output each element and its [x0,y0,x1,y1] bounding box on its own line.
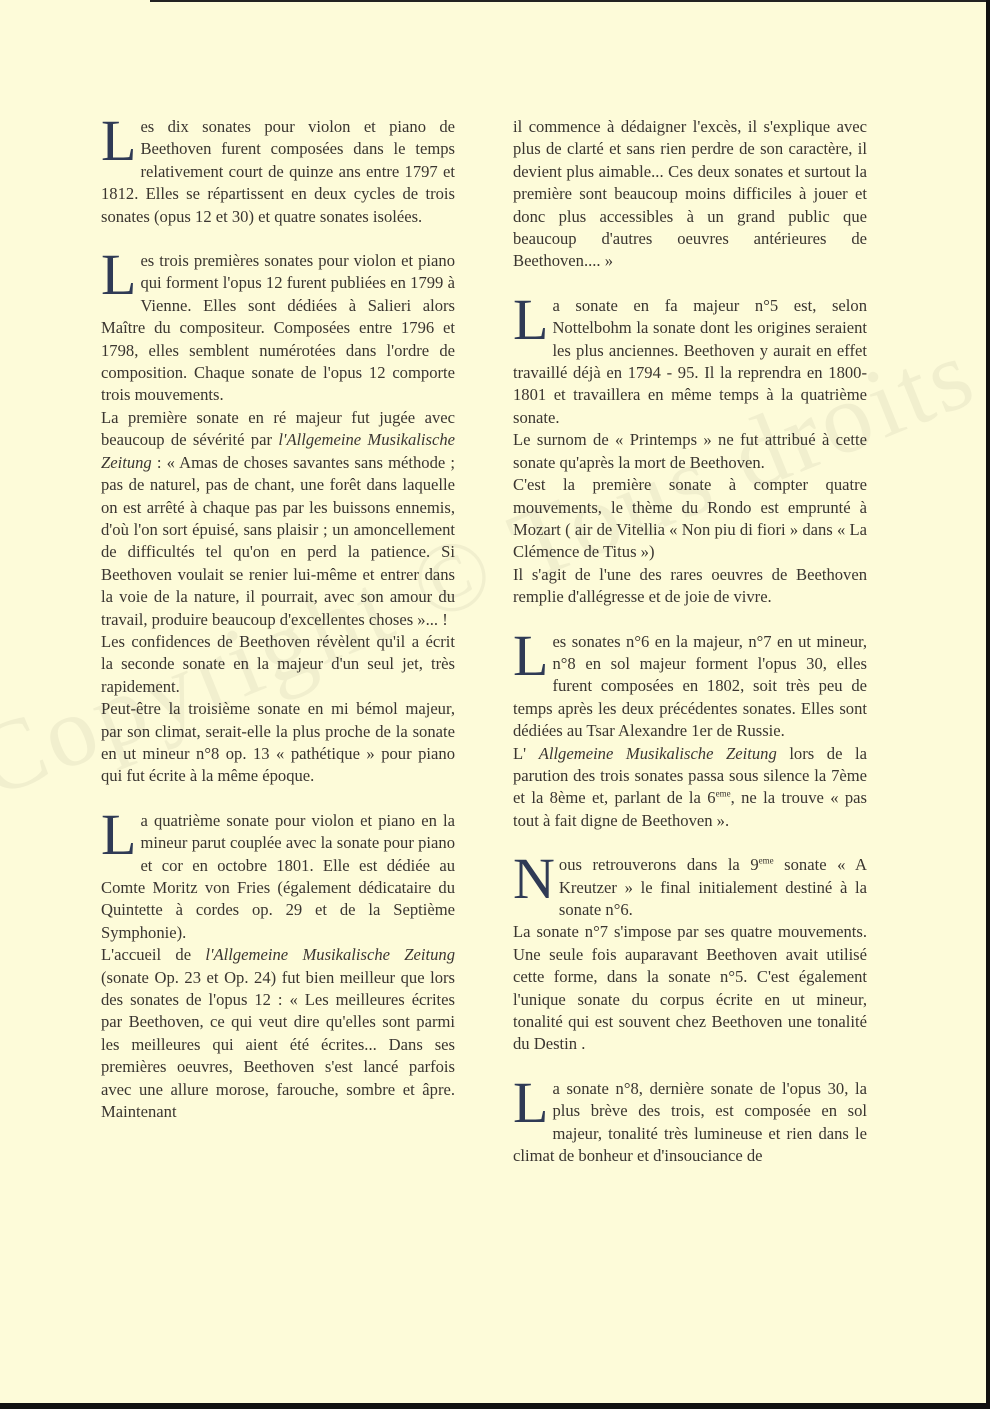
drop-cap: L [513,622,549,688]
paragraph-kreutzer: Nous retrouverons dans la 9eme sonate « A Kreutzer » le final initialement destiné à la sonate n°6. [513,846,868,919]
paragraph-sonata7: La sonate n°7 s'impose par ses quatre mouvements. Une seule fois auparavant Beethoven avait utilisé cette forme, dans la sonate n°5. C'est également l'unique sonate du corpus écrite en ut mineur, tonalité qui est souvent chez Beethoven une tonalité du Destin . [513,922,867,1054]
paragraph-sonata4: La quatrième sonate pour violon et piano en la mineur parut couplée avec la sonate pour piano et cor en octobre 1801. Elle est dédiée au Comte Moritz von Fries (également dédicataire du Quintette à cordes op. 29 et de la Septième Symphonie). [101,801,455,942]
drop-cap: N [513,846,555,912]
left-column [101,108,455,1123]
paragraph-joie: Il s'agit de l'une des rares oeuvres de Beethoven remplie d'allégresse et de joie de vivre. [513,564,867,607]
right-column [513,116,867,1167]
paragraph-reception: L'accueil de l'Allgemeine Musikalische Zeitung (sonate Op. 23 et Op. 24) fut bien meilleur que lors des sonates de l'opus 12 : « Les meilleures écrites par Beethoven, ce qui veut dire qu'elles sont parmi les meilleures qui aient été écrites... Dans ses premières oeuvres, Beethoven s'est lancé parfois avec une allure morose, farouche, sombre et âpre. Maintenant [101,945,455,1122]
paragraph-sonata8: La sonate n°8, dernière sonate de l'opus 30, la plus brève des trois, est composée en sol majeur, tonalité très lumineuse et rien dans le climat de bonheur et d'insouciance de [513,1069,867,1166]
scan-edge-bottom [0,1403,990,1409]
drop-cap: L [513,286,549,352]
journal-title: Allgemeine Musikalische Zeitung [538,743,777,763]
drop-cap: L [101,108,137,173]
paragraph-sonata2: Les confidences de Beethoven révèlent qu'il a écrit la seconde sonate en la majeur d'un seul jet, très rapidement. [101,631,455,696]
paragraph-sonata5: La sonate en fa majeur n°5 est, selon Nottelbohm la sonate dont les origines seraient les plus anciennes. Beethoven y aurait en effet travaillé déjà en 1794 - 95. Il la reprendra en 1800-1801 et travaillera en même temps à la quatrième sonate. [513,286,867,427]
paragraph-continuation: il commence à dédaigner l'excès, il s'explique avec plus de clarté et sans rien perdre de son caractère, il devient plus aimable... Ces deux sonates et surtout la première sont beaucoup moins difficiles à jouer et donc plus accessibles à un grand public que beaucoup d'autres oeuvres antérieures de Beethoven.... » [513,117,867,271]
scan-edge-right [986,0,990,1409]
drop-cap: L [513,1069,549,1135]
paragraph-intro: Les dix sonates pour violon et piano de Beethoven furent composées dans le temps relativement court de quinze ans entre 1797 et 1812. Elles se répartissent en deux cycles de trois sonates (opus 12 et 30) et quatre sonates isolées. [101,108,455,226]
journal-title: l'Allgemeine Musikalische Zeitung [205,945,455,965]
paragraph-opus30: Les sonates n°6 en la majeur, n°7 en ut mineur, n°8 en sol majeur forment l'opus 30, elles furent composées en 1802, soit très peu de temps après les deux précédentes sonates. Elles sont dédiées au Tsar Alexandre 1er de Russie. [513,622,867,741]
drop-cap: L [101,242,137,308]
paragraph-rondo: C'est la première sonate à compter quatre mouvements, le thème du Rondo est emprunté à Mozart ( air de Vitellia « Non piu di fiori » dans « La Clémence de Titus ») [513,475,867,562]
paragraph-opus12: Les trois premières sonates pour violon et piano qui forment l'opus 12 furent publiées en 1799 à Vienne. Elles sont dédiées à Salieri alors Maître du compositeur. Composées entre 1796 et 1798, elles semblent numérotées dans l'ordre de composition. Chaque sonate de l'opus 12 comporte trois mouvements. [101,242,455,405]
paragraph-sonata1: La première sonate en ré majeur fut jugée avec beaucoup de sévérité par l'Allgemeine Musikalische Zeitung : « Amas de choses savantes sans méthode ; pas de naturel, pas de chant, une forêt dans laquelle on est arrêté à chaque pas par les buissons ennemis, d'où l'on sort épuisé, sans plaisir ; un amoncellement de difficultés tel qu'on en perd la patience. Si Beethoven voulait se renier lui-même et entrer dans la voie de la nature, il pourrait, avec son amour du travail, produire beaucoup d'excellentes choses »... ! [101,407,455,629]
drop-cap: L [101,801,137,867]
paragraph-sonata3: Peut-être la troisième sonate en mi bémol majeur, par son climat, serait-elle la plus proche de la sonate en ut mineur n°8 op. 13 « pathétique » pour piano qui fut écrite à la même époque. [101,699,455,786]
scan-edge-top [150,0,990,2]
journal-title: l'Allgemeine Musikalische Zeitung [101,430,455,472]
paragraph-printemps: Le surnom de « Printemps » ne fut attribué à cette sonate qu'après la mort de Beethoven. [513,430,867,472]
paragraph-silence: L' Allgemeine Musikalische Zeitung lors de la parution des trois sonates passa sous silence la 7ème et la 8ème et, parlant de la 6eme, ne la trouve « pas tout à fait digne de Beethoven ». [513,743,867,830]
